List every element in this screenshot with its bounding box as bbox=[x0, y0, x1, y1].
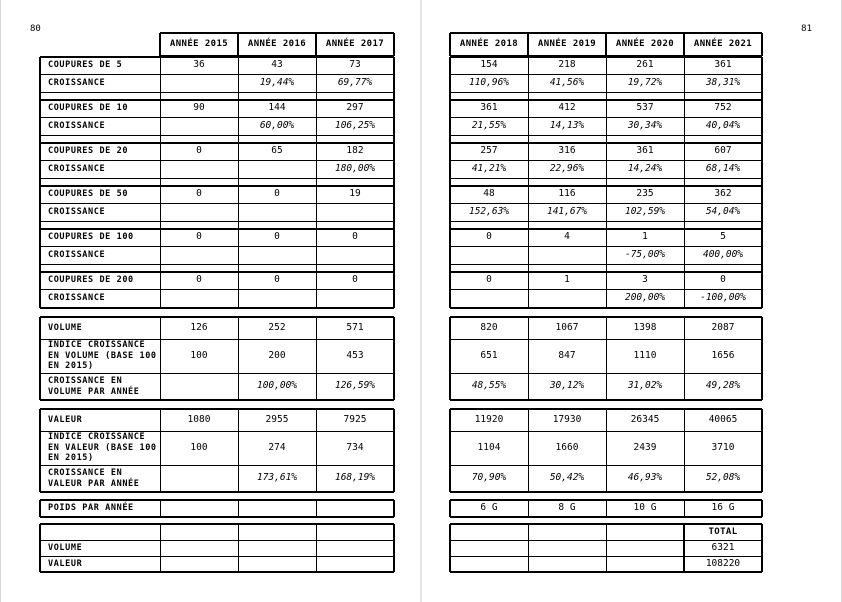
growth-cell bbox=[160, 246, 238, 264]
growth-cell: -75,00% bbox=[624, 248, 666, 260]
value-index-cell: 1660 bbox=[555, 441, 579, 453]
growth-cell bbox=[160, 74, 238, 92]
year-header: ANNÉE 2020 bbox=[615, 39, 675, 50]
count-cell: 362 bbox=[714, 188, 732, 200]
growth-cell bbox=[316, 246, 394, 264]
value-cell: 17930 bbox=[552, 413, 582, 425]
value-growth-cell: 173,61% bbox=[256, 472, 298, 484]
count-cell: 361 bbox=[480, 102, 498, 114]
value-index-cell: 3710 bbox=[711, 441, 735, 453]
value-cell: 1080 bbox=[187, 413, 211, 425]
value-index-cell: 1104 bbox=[477, 441, 501, 453]
weight-cell: 16 G bbox=[711, 502, 735, 514]
volume-cell: 2087 bbox=[711, 321, 735, 333]
count-cell: 19 bbox=[349, 188, 361, 200]
year-header: ANNÉE 2019 bbox=[537, 39, 597, 50]
growth-cell bbox=[450, 289, 528, 307]
count-cell: 0 bbox=[196, 231, 202, 243]
volume-cell: 1067 bbox=[555, 321, 579, 333]
total-header: TOTAL bbox=[708, 526, 738, 537]
table-rule-v bbox=[393, 33, 395, 56]
row-label: CROISSANCE bbox=[48, 120, 106, 131]
page-number-right: 81 bbox=[801, 24, 812, 34]
row-label: CROISSANCE EN VALEUR PAR ANNÉE bbox=[48, 468, 140, 489]
weight-cell bbox=[160, 500, 238, 517]
growth-cell: 21,55% bbox=[471, 119, 507, 131]
year-header: ANNÉE 2015 bbox=[169, 39, 229, 50]
total-value-value: 108220 bbox=[705, 557, 741, 569]
volume-index-cell: 1656 bbox=[711, 349, 735, 361]
value-growth-cell bbox=[160, 465, 238, 492]
growth-cell bbox=[450, 246, 528, 264]
count-cell: 0 bbox=[196, 145, 202, 157]
value-index-cell: 100 bbox=[190, 441, 208, 453]
growth-cell: 19,44% bbox=[259, 76, 295, 88]
growth-cell bbox=[160, 203, 238, 221]
volume-growth-cell: 48,55% bbox=[471, 380, 507, 392]
growth-cell bbox=[528, 289, 606, 307]
table-rule-v bbox=[449, 524, 451, 572]
growth-cell: 54,04% bbox=[705, 205, 741, 217]
count-cell: 144 bbox=[268, 102, 286, 114]
count-cell: 36 bbox=[193, 59, 205, 71]
growth-cell: 102,59% bbox=[624, 205, 666, 217]
row-label: CROISSANCE bbox=[48, 77, 106, 88]
growth-cell bbox=[238, 289, 316, 307]
count-cell: 43 bbox=[271, 59, 283, 71]
count-cell: 316 bbox=[558, 145, 576, 157]
volume-cell: 571 bbox=[346, 321, 364, 333]
count-cell: 65 bbox=[271, 145, 283, 157]
count-cell: 607 bbox=[714, 145, 732, 157]
count-cell: 361 bbox=[714, 59, 732, 71]
table-rule-v bbox=[238, 524, 239, 572]
value-cell: 2955 bbox=[265, 413, 289, 425]
row-label: VALEUR bbox=[48, 414, 83, 425]
volume-growth-cell: 30,12% bbox=[549, 380, 585, 392]
count-cell: 218 bbox=[558, 59, 576, 71]
growth-cell: 38,31% bbox=[705, 76, 741, 88]
volume-index-cell: 200 bbox=[268, 349, 286, 361]
table-rule-v bbox=[528, 524, 529, 572]
row-label: POIDS PAR ANNÉE bbox=[48, 503, 134, 514]
row-label: COUPURES DE 50 bbox=[48, 189, 129, 200]
count-cell: 0 bbox=[274, 188, 280, 200]
count-cell: 116 bbox=[558, 188, 576, 200]
value-growth-cell: 168,19% bbox=[334, 472, 376, 484]
growth-cell: 68,14% bbox=[705, 162, 741, 174]
table-rule-h bbox=[40, 523, 394, 525]
volume-index-cell: 100 bbox=[190, 349, 208, 361]
growth-cell: 41,56% bbox=[549, 76, 585, 88]
growth-cell: 14,24% bbox=[627, 162, 663, 174]
weight-cell: 8 G bbox=[558, 502, 576, 514]
count-cell: 0 bbox=[486, 274, 492, 286]
count-cell: 1 bbox=[564, 274, 570, 286]
growth-cell: 152,63% bbox=[468, 205, 510, 217]
table-rule-v bbox=[761, 33, 763, 56]
row-label: COUPURES DE 100 bbox=[48, 232, 134, 243]
volume-index-cell: 847 bbox=[558, 349, 576, 361]
value-cell: 11920 bbox=[474, 413, 504, 425]
count-cell: 297 bbox=[346, 102, 364, 114]
volume-growth-cell: 100,00% bbox=[256, 380, 298, 392]
value-cell: 40065 bbox=[708, 413, 738, 425]
growth-cell: 60,00% bbox=[259, 119, 295, 131]
table-rule-v bbox=[316, 524, 317, 572]
growth-cell: 40,04% bbox=[705, 119, 741, 131]
volume-growth-cell: 49,28% bbox=[705, 380, 741, 392]
growth-cell bbox=[316, 289, 394, 307]
table-rule-v bbox=[393, 524, 395, 572]
volume-growth-cell bbox=[160, 373, 238, 400]
value-index-cell: 734 bbox=[346, 441, 364, 453]
count-cell: 261 bbox=[636, 59, 654, 71]
volume-index-cell: 1110 bbox=[633, 349, 657, 361]
count-cell: 412 bbox=[558, 102, 576, 114]
growth-cell bbox=[238, 203, 316, 221]
count-cell: 0 bbox=[274, 231, 280, 243]
volume-index-cell: 453 bbox=[346, 349, 364, 361]
row-label: CROISSANCE bbox=[48, 249, 106, 260]
growth-cell: 30,34% bbox=[627, 119, 663, 131]
row-label: INDICE CROISSANCE EN VALEUR (BASE 100 EN 2015) bbox=[48, 432, 157, 464]
growth-cell: 200,00% bbox=[624, 291, 666, 303]
row-label: CROISSANCE bbox=[48, 292, 106, 303]
count-cell: 0 bbox=[196, 188, 202, 200]
weight-cell: 10 G bbox=[633, 502, 657, 514]
count-cell: 0 bbox=[352, 231, 358, 243]
growth-cell bbox=[238, 246, 316, 264]
value-index-cell: 2439 bbox=[633, 441, 657, 453]
count-cell: 0 bbox=[720, 274, 726, 286]
growth-cell: 141,67% bbox=[546, 205, 588, 217]
growth-cell bbox=[238, 160, 316, 178]
value-growth-cell: 52,08% bbox=[705, 472, 741, 484]
row-label: VOLUME bbox=[48, 542, 83, 553]
volume-cell: 252 bbox=[268, 321, 286, 333]
growth-cell: 69,77% bbox=[337, 76, 373, 88]
count-cell: 154 bbox=[480, 59, 498, 71]
weight-cell bbox=[316, 500, 394, 517]
growth-cell bbox=[160, 117, 238, 135]
count-cell: 0 bbox=[486, 231, 492, 243]
growth-cell bbox=[316, 203, 394, 221]
growth-cell: -100,00% bbox=[700, 291, 746, 303]
growth-cell bbox=[160, 289, 238, 307]
table-rule-v bbox=[683, 524, 685, 572]
count-cell: 1 bbox=[642, 231, 648, 243]
count-cell: 0 bbox=[352, 274, 358, 286]
volume-growth-cell: 126,59% bbox=[334, 380, 376, 392]
growth-cell: 14,13% bbox=[549, 119, 585, 131]
row-label: COUPURES DE 10 bbox=[48, 103, 129, 114]
count-cell: 48 bbox=[483, 188, 495, 200]
volume-cell: 126 bbox=[190, 321, 208, 333]
value-growth-cell: 46,93% bbox=[627, 472, 663, 484]
growth-cell: 41,21% bbox=[471, 162, 507, 174]
row-label: VALEUR bbox=[48, 558, 83, 569]
growth-cell: 110,96% bbox=[468, 76, 510, 88]
volume-index-cell: 651 bbox=[480, 349, 498, 361]
value-growth-cell: 70,90% bbox=[471, 472, 507, 484]
count-cell: 4 bbox=[564, 231, 570, 243]
count-cell: 0 bbox=[196, 274, 202, 286]
growth-cell: 19,72% bbox=[627, 76, 663, 88]
count-cell: 235 bbox=[636, 188, 654, 200]
row-label: COUPURES DE 20 bbox=[48, 146, 129, 157]
value-cell: 7925 bbox=[343, 413, 367, 425]
value-growth-cell: 50,42% bbox=[549, 472, 585, 484]
count-cell: 73 bbox=[349, 59, 361, 71]
year-header: ANNÉE 2016 bbox=[247, 39, 307, 50]
growth-cell: 400,00% bbox=[702, 248, 744, 260]
row-label: INDICE CROISSANCE EN VOLUME (BASE 100 EN 2015) bbox=[48, 340, 157, 372]
count-cell: 3 bbox=[642, 274, 648, 286]
table-rule-h bbox=[40, 307, 394, 309]
year-header: ANNÉE 2017 bbox=[325, 39, 385, 50]
year-header: ANNÉE 2018 bbox=[459, 39, 519, 50]
volume-growth-cell: 31,02% bbox=[627, 380, 663, 392]
row-label: CROISSANCE EN VOLUME PAR ANNÉE bbox=[48, 376, 140, 397]
growth-cell: 22,96% bbox=[549, 162, 585, 174]
value-cell: 26345 bbox=[630, 413, 660, 425]
row-label: COUPURES DE 200 bbox=[48, 275, 134, 286]
count-cell: 90 bbox=[193, 102, 205, 114]
volume-cell: 820 bbox=[480, 321, 498, 333]
count-cell: 182 bbox=[346, 145, 364, 157]
count-cell: 0 bbox=[274, 274, 280, 286]
growth-cell: 180,00% bbox=[334, 162, 376, 174]
row-label: CROISSANCE bbox=[48, 206, 106, 217]
growth-cell: 106,25% bbox=[334, 119, 376, 131]
row-label: COUPURES DE 5 bbox=[48, 60, 123, 71]
count-cell: 537 bbox=[636, 102, 654, 114]
weight-cell bbox=[238, 500, 316, 517]
total-volume-value: 6321 bbox=[711, 541, 735, 553]
page-edge bbox=[0, 0, 1, 602]
count-cell: 257 bbox=[480, 145, 498, 157]
growth-cell bbox=[160, 160, 238, 178]
count-cell: 361 bbox=[636, 145, 654, 157]
growth-cell bbox=[528, 246, 606, 264]
year-header: ANNÉE 2021 bbox=[693, 39, 753, 50]
value-index-cell: 274 bbox=[268, 441, 286, 453]
row-label: VOLUME bbox=[48, 322, 83, 333]
row-label: CROISSANCE bbox=[48, 163, 106, 174]
page-number-left: 80 bbox=[30, 24, 41, 34]
count-cell: 5 bbox=[720, 231, 726, 243]
weight-cell: 6 G bbox=[480, 502, 498, 514]
table-rule-v bbox=[606, 524, 607, 572]
count-cell: 752 bbox=[714, 102, 732, 114]
volume-cell: 1398 bbox=[633, 321, 657, 333]
